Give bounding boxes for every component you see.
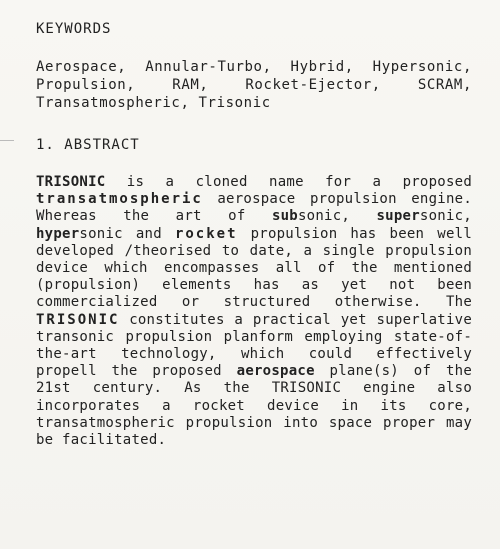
trisonic-bold: TRISONIC — [36, 174, 106, 190]
abstract-text — [36, 174, 472, 449]
paper-content — [36, 20, 472, 449]
margin-mark — [0, 140, 14, 141]
abstract-segment: constitutes a practical yet superlative transonic propulsion planform employing state-of-the-art technology, which could effectively propell the proposed — [36, 311, 472, 380]
aerospace-bold: aerospace — [236, 363, 315, 380]
abstract-segment: propulsion has been well developed /theorised to date, a single propulsion device which encompasses all of the mentioned (propulsion) elements has as yet not been commercialized or structured otherwise. The — [36, 225, 472, 311]
abstract-segment: sonic, — [419, 208, 472, 225]
keywords-text: Aerospace, Annular-Turbo, Hybrid, Hypersonic, Propulsion, RAM, Rocket-Ejector, SCRAM, Transatmospheric, Trisonic — [36, 59, 472, 111]
abstract-section — [36, 136, 472, 449]
abstract-segment: is a cloned name for a proposed — [105, 174, 472, 190]
abstract-segment: aerospace propulsion engine. Whereas the art of — [36, 191, 472, 225]
abstract-segment: plane(s) of the 21st century. As the TRISONIC engine also incorporates a rocket device in its core, transatmospheric propulsion into space proper may be facilitated. — [36, 363, 472, 449]
abstract-segment: sonic and — [79, 225, 175, 242]
subsonic-bold: sub — [271, 208, 298, 225]
rocket-bold: rocket — [174, 225, 238, 242]
abstract-segment: sonic, — [297, 208, 377, 225]
keywords-heading: KEYWORDS — [36, 21, 112, 37]
trisonic-bold-second: TRISONIC — [36, 311, 120, 328]
keywords-section — [36, 20, 472, 112]
transatmospheric-bold: transatmospheric — [36, 191, 203, 208]
hypersonic-bold: hyper — [36, 225, 80, 242]
supersonic-bold: super — [376, 208, 420, 225]
abstract-heading: 1. ABSTRACT — [36, 137, 140, 153]
